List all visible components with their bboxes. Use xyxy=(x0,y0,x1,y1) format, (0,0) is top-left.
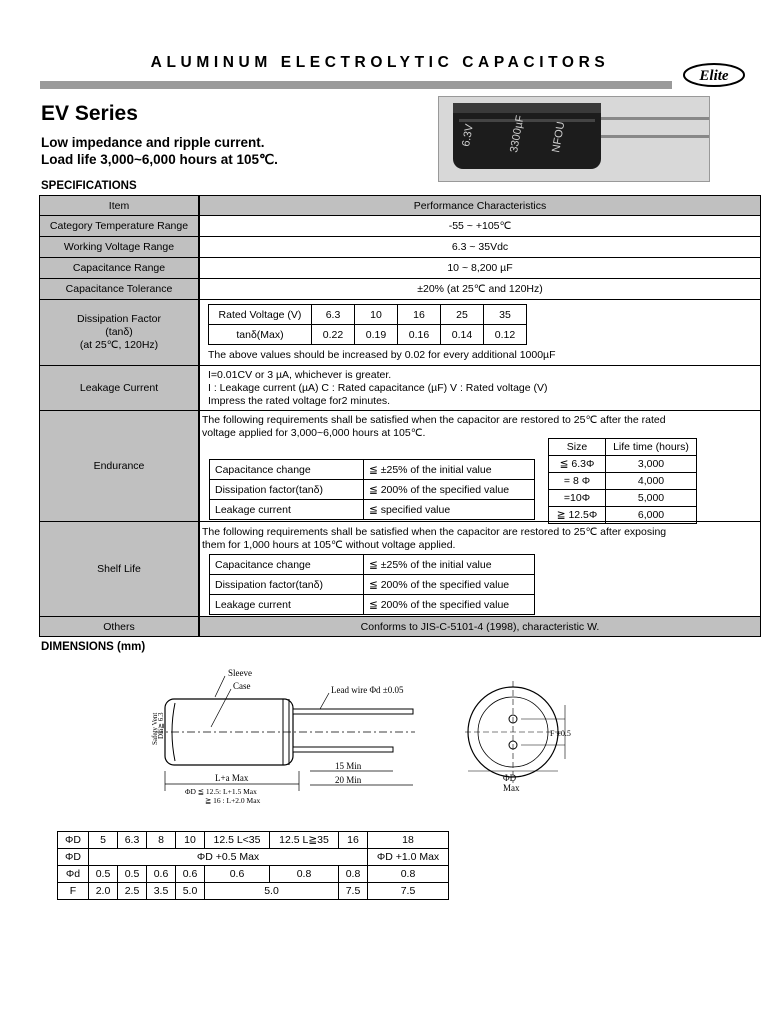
req-value: ≦ ±25% of the initial value xyxy=(364,460,535,480)
spec-value: 10 ~ 8,200 µF xyxy=(199,258,761,279)
dimensions-heading: DIMENSIONS (mm) xyxy=(41,641,146,653)
dim-cell: 0.5 xyxy=(89,866,118,883)
voltage-cell: 25 xyxy=(441,305,484,325)
spec-label: Capacitance Range xyxy=(40,258,200,279)
req-row xyxy=(210,575,535,595)
svg-text:3300µF: 3300µF xyxy=(508,114,527,154)
req-row xyxy=(210,480,535,500)
spec-row-leakage xyxy=(40,366,761,411)
spec-value: Conforms to JIS-C-5101-4 (1998), characteristic W. xyxy=(199,617,761,637)
spec-label: Capacitance Tolerance xyxy=(40,279,200,300)
tand-cell: 0.19 xyxy=(355,325,398,345)
header-rule xyxy=(40,81,672,89)
life-size-head: Size xyxy=(549,439,606,456)
product-photo xyxy=(438,96,710,182)
dim-cell: 5 xyxy=(89,832,118,849)
leakage-line: Impress the rated voltage for2 minutes. xyxy=(208,394,391,407)
endurance-text xyxy=(202,414,666,440)
req-value: ≦ ±25% of the initial value xyxy=(364,555,535,575)
dim-cell: 2.0 xyxy=(89,883,118,900)
shelf-text xyxy=(202,526,666,552)
req-value: ≦ 200% of the specified value xyxy=(364,480,535,500)
life-head-row xyxy=(549,439,697,456)
dim-cell: 8 xyxy=(147,832,176,849)
life-hours: 6,000 xyxy=(606,507,697,524)
spec-value: 6.3 ~ 35Vdc xyxy=(199,237,761,258)
spec-row xyxy=(40,237,761,258)
dissipation-inner-table xyxy=(208,304,527,345)
dim-cell: ΦD +0.5 Max xyxy=(89,849,368,866)
dim-cell: 2.5 xyxy=(118,883,147,900)
dim-row-Dmax xyxy=(58,849,449,866)
rated-voltage-head: Rated Voltage (V) xyxy=(209,305,312,325)
voltage-cell: 6.3 xyxy=(312,305,355,325)
endurance-req-table xyxy=(209,459,535,520)
req-value: ≦ 200% of the specified value xyxy=(364,575,535,595)
life-size: ≧ 12.5Φ xyxy=(549,507,606,524)
min20-label: 20 Min xyxy=(335,775,362,785)
spec-label: Endurance xyxy=(40,411,200,522)
life-hours: 5,000 xyxy=(606,490,697,507)
safety-vent-label: Safety Vent xyxy=(151,712,159,745)
req-item: Dissipation factor(tanδ) xyxy=(210,480,364,500)
spec-label: Working Voltage Range xyxy=(40,237,200,258)
diameter-note-2: ≧ 16 : L+2.0 Max xyxy=(205,796,261,805)
req-row xyxy=(210,500,535,520)
spec-value-shelf xyxy=(199,522,761,617)
spec-row-dissipation xyxy=(40,300,761,366)
col-item-header: Item xyxy=(40,196,200,216)
endurance-text-line: The following requirements shall be satisfied when the capacitor are restored to 25℃ after the rated xyxy=(202,414,666,426)
label-line: (tanδ) xyxy=(105,326,133,338)
tand-cell: 0.12 xyxy=(484,325,527,345)
life-size: ≦ 6.3Φ xyxy=(549,456,606,473)
voltage-row xyxy=(209,305,527,325)
dim-row-D xyxy=(58,832,449,849)
diameter-note-1: ΦD ≦ 12.5: L+1.5 Max xyxy=(185,787,257,796)
spec-row xyxy=(40,279,761,300)
life-size: =10Φ xyxy=(549,490,606,507)
min15-label: 15 Min xyxy=(335,761,362,771)
spec-label-dissipation xyxy=(40,300,200,366)
safety-vent-size: Dia≧ 6.3 xyxy=(157,712,165,739)
col-performance-header: Performance Characteristics xyxy=(199,196,761,216)
tagline-line-2: Load life 3,000~6,000 hours at 105℃. xyxy=(41,152,278,167)
sleeve-label: Sleeve xyxy=(228,668,252,678)
spec-value: ±20% (at 25℃ and 120Hz) xyxy=(199,279,761,300)
req-item: Capacitance change xyxy=(210,460,364,480)
dimension-drawing xyxy=(145,667,585,807)
life-hours: 3,000 xyxy=(606,456,697,473)
dim-cell: 6.3 xyxy=(118,832,147,849)
lead-wire-long xyxy=(293,709,413,714)
dim-cell: 0.6 xyxy=(176,866,205,883)
f-tolerance-label: F ±0.5 xyxy=(550,729,571,738)
dim-row-F xyxy=(58,883,449,900)
label-line: Dissipation Factor xyxy=(76,313,162,325)
dim-cell: 3.5 xyxy=(147,883,176,900)
dim-cell: 5.0 xyxy=(176,883,205,900)
spec-value-endurance xyxy=(199,411,761,522)
dim-head: ΦD xyxy=(58,832,89,849)
label-line: (at 25℃, 120Hz) xyxy=(79,339,159,351)
case-label: Case xyxy=(233,681,251,691)
life-hours-head: Life time (hours) xyxy=(606,439,697,456)
tand-cell: 0.16 xyxy=(398,325,441,345)
voltage-cell: 16 xyxy=(398,305,441,325)
dim-cell: 12.5 L<35 xyxy=(205,832,270,849)
req-item: Leakage current xyxy=(210,500,364,520)
spec-label: Others xyxy=(40,617,200,637)
dim-cell: 0.6 xyxy=(205,866,270,883)
spec-label: Leakage Current xyxy=(40,366,200,411)
specifications-heading: SPECIFICATIONS xyxy=(41,180,137,192)
dim-cell: 10 xyxy=(176,832,205,849)
tand-row xyxy=(209,325,527,345)
dim-cell: 18 xyxy=(368,832,449,849)
dim-cell: 0.8 xyxy=(270,866,339,883)
dim-cell: ΦD +1.0 Max xyxy=(368,849,449,866)
dim-cell: 12.5 L≧35 xyxy=(270,832,339,849)
dim-head: F xyxy=(58,883,89,900)
dissipation-note: The above values should be increased by 0.02 for every additional 1000µF xyxy=(208,349,556,361)
tand-head: tanδ(Max) xyxy=(209,325,312,345)
spec-value-dissipation xyxy=(199,300,761,366)
spec-value: -55 ~ +105℃ xyxy=(199,216,761,237)
spec-row-shelf xyxy=(40,522,761,617)
dim-cell: 0.5 xyxy=(118,866,147,883)
voltage-cell: 35 xyxy=(484,305,527,325)
series-title: EV Series xyxy=(41,102,138,125)
dimensions-table xyxy=(57,831,449,900)
dim-cell: 7.5 xyxy=(339,883,368,900)
lead-wire-short xyxy=(293,747,393,752)
dim-cell: 16 xyxy=(339,832,368,849)
req-row xyxy=(210,555,535,575)
req-value: ≦ specified value xyxy=(364,500,535,520)
dim-head: ΦD xyxy=(58,849,89,866)
spec-header-row xyxy=(40,196,761,216)
life-row xyxy=(549,490,697,507)
dim-cell: 7.5 xyxy=(368,883,449,900)
life-time-table xyxy=(548,438,697,524)
shelf-req-table xyxy=(209,554,535,615)
svg-text:Elite: Elite xyxy=(699,68,729,84)
endurance-text-line: voltage applied for 3,000~6,000 hours at 105℃. xyxy=(202,427,426,439)
req-value: ≦ 200% of the specified value xyxy=(364,595,535,615)
req-item: Capacitance change xyxy=(210,555,364,575)
dim-cell: 5.0 xyxy=(205,883,339,900)
life-size: = 8 Φ xyxy=(549,473,606,490)
life-row xyxy=(549,456,697,473)
tagline-line-1: Low impedance and ripple current. xyxy=(41,135,265,150)
spec-label: Category Temperature Range xyxy=(40,216,200,237)
req-row xyxy=(210,460,535,480)
document-header-title: ALUMINUM ELECTROLYTIC CAPACITORS xyxy=(150,54,610,71)
dim-head: Φd xyxy=(58,866,89,883)
spec-value-leakage xyxy=(199,366,761,411)
od-max-label: Max xyxy=(503,783,520,793)
length-max-label: L+a Max xyxy=(215,773,249,783)
shelf-text-line: them for 1,000 hours at 105℃ without voltage applied. xyxy=(202,539,456,551)
dim-row-d xyxy=(58,866,449,883)
tand-cell: 0.22 xyxy=(312,325,355,345)
specifications-table xyxy=(39,195,761,637)
dim-cell: 0.8 xyxy=(339,866,368,883)
spec-row xyxy=(40,258,761,279)
req-row xyxy=(210,595,535,615)
elite-logo xyxy=(682,62,746,88)
life-row xyxy=(549,473,697,490)
svg-text:NFOU: NFOU xyxy=(550,120,568,154)
od-label: ΦD xyxy=(503,773,517,783)
leakage-line: I=0.01CV or 3 µA, whichever is greater. xyxy=(208,368,392,381)
dim-cell: 0.6 xyxy=(147,866,176,883)
voltage-cell: 10 xyxy=(355,305,398,325)
spec-label: Shelf Life xyxy=(40,522,200,617)
dim-cell: 0.8 xyxy=(368,866,449,883)
tand-cell: 0.14 xyxy=(441,325,484,345)
spec-row xyxy=(40,216,761,237)
spec-row-others xyxy=(40,617,761,637)
shelf-text-line: The following requirements shall be satisfied when the capacitor are restored to 25℃ after exposing xyxy=(202,526,667,538)
leakage-line: I : Leakage current (µA) C : Rated capacitance (µF) V : Rated voltage (V) xyxy=(208,381,548,394)
lead-wire-label: Lead wire Φd ±0.05 xyxy=(331,685,404,695)
req-item: Leakage current xyxy=(210,595,364,615)
life-hours: 4,000 xyxy=(606,473,697,490)
svg-text:6.3V: 6.3V xyxy=(460,123,476,148)
spec-row-endurance xyxy=(40,411,761,522)
req-item: Dissipation factor(tanδ) xyxy=(210,575,364,595)
